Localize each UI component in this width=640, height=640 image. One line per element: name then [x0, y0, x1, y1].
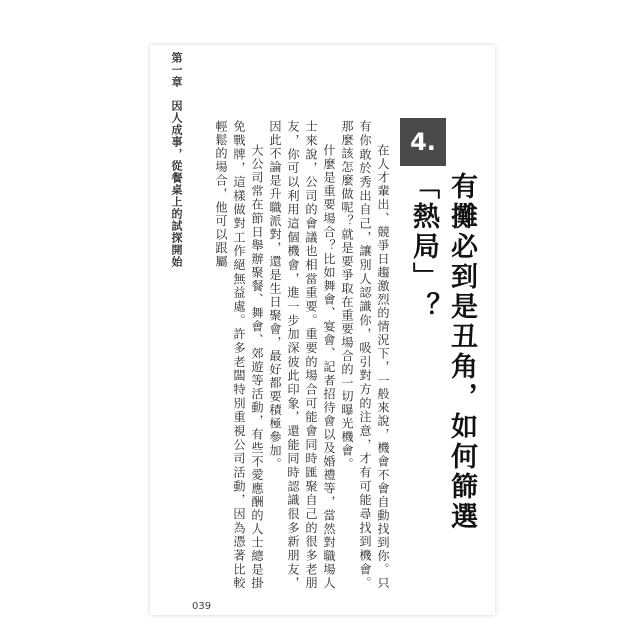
body-text: [182, 120, 392, 590]
chapter-number: 4.: [410, 128, 436, 156]
paragraph: 什麼是重要場合？比如舞會、宴會、記者招待會以及婚禮等，當然對職場人士來說，公司的會議也相當重要。重要的場合可能會同時匯聚自己的很多老朋友，你可以利用這個機會，進一步加深彼此印象，還能同時認識很多新朋友，因此不論是升職派對，還是生日聚會，最好都要積極參加。: [268, 120, 336, 590]
running-head: 第一章 因人成事，從餐桌上的試探開始: [170, 52, 183, 268]
paragraph: 大公司常在節日舉辦聚餐、舞會、郊遊等活動，有些不愛應酬的人士總是掛免戰牌，這樣做對工作絕無益處。許多老闆特別重視公司活動，因為憑著比較輕鬆的場合，他可以跟屬: [214, 120, 264, 590]
page-number: 039: [192, 601, 212, 612]
chapter-number-badge: [400, 118, 446, 166]
chapter-title: 有攤必到是丑角，如何篩選「熱局」？: [408, 172, 477, 532]
paragraph: 在人才輩出、競爭日趨激烈的情況下，一般來說，機會不會自動找到你。只有你敢於秀出自己，讓別人認識你，吸引對方的注意，才有可能尋找到機會。那麼該怎麼做呢？就是要爭取在重要場合的一切曝光機會。: [340, 120, 390, 590]
